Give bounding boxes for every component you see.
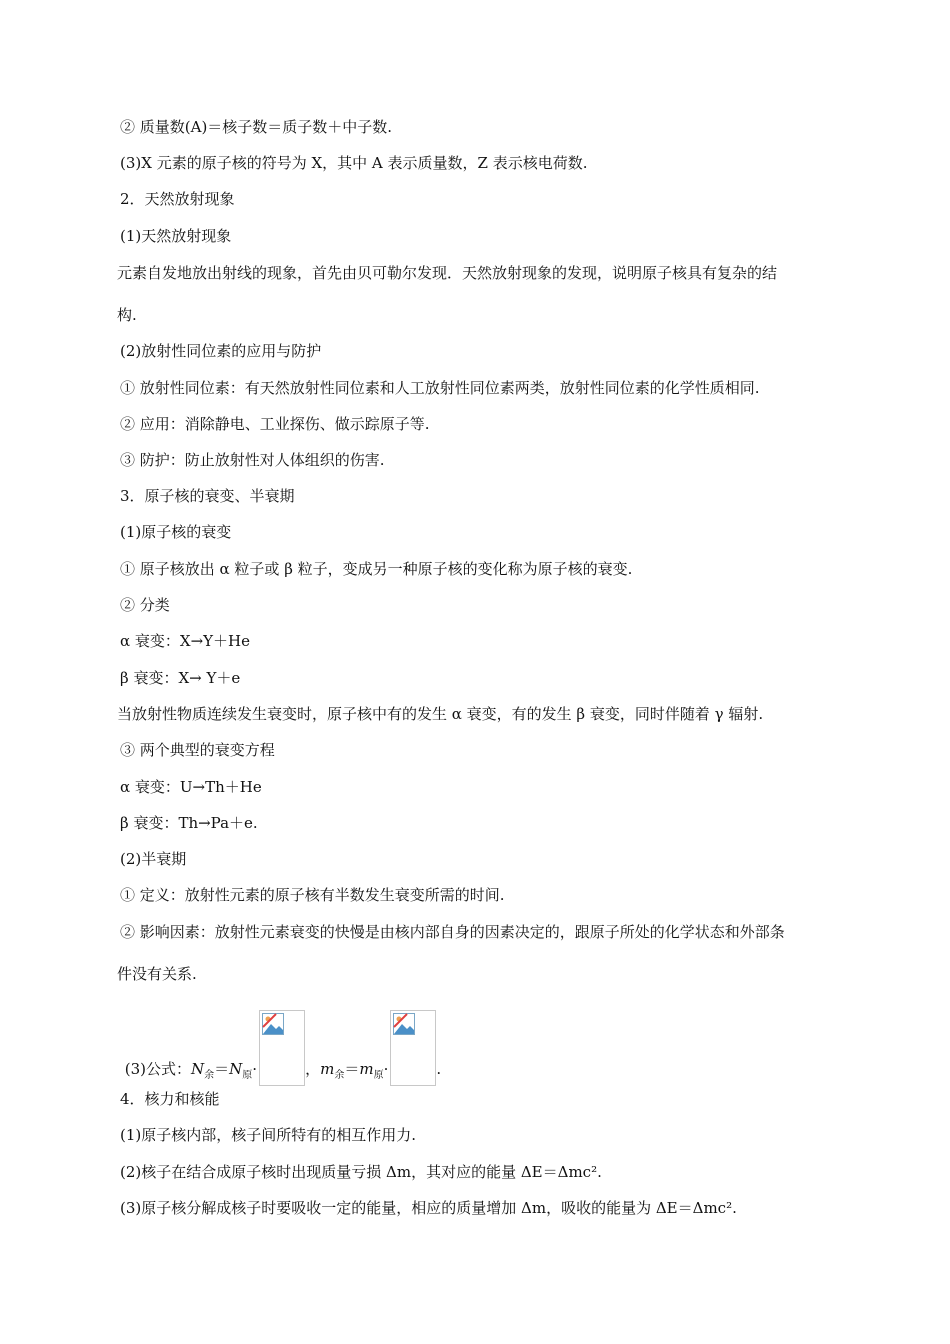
section-heading: 3．原子核的衰变、半衰期 — [120, 487, 295, 505]
text-line: (1)原子核内部，核子间所特有的相互作用力. — [120, 1126, 417, 1144]
text-line: ① 定义：放射性元素的原子核有半数发生衰变所需的时间. — [120, 886, 505, 904]
formula-m-left: m — [320, 1060, 335, 1078]
text-line: ③ 两个典型的衰变方程 — [120, 741, 275, 759]
formula-n-left: N — [191, 1060, 205, 1078]
formula-n-right-sub: 原 — [242, 1070, 253, 1081]
subsection-heading: (1)天然放射现象 — [120, 227, 232, 245]
text-line: ② 分类 — [120, 596, 170, 614]
formula-comma: ， — [305, 1060, 321, 1078]
formula-m-right-sub: 原 — [373, 1070, 384, 1081]
text-line: (2)核子在结合成原子核时出现质量亏损 Δm，其对应的能量 ΔE＝Δmc². — [120, 1163, 602, 1181]
subsection-heading: (2)放射性同位素的应用与防护 — [120, 342, 322, 360]
text-line: 当放射性物质连续发生衰变时，原子核中有的发生 α 衰变，有的发生 β 衰变，同时伴随着 γ 辐射. — [117, 705, 764, 723]
formula-prefix: (3)公式： — [124, 1060, 192, 1078]
formula-n-right: N — [229, 1060, 243, 1078]
equation-line: α 衰变：X→Y＋He — [120, 632, 251, 650]
broken-image-placeholder — [259, 1010, 305, 1086]
text-line: ③ 防护：防止放射性对人体组织的伤害. — [120, 451, 385, 469]
image-icon — [262, 1013, 284, 1035]
text-line: (3)X 元素的原子核的符号为 X，其中 A 表示质量数，Z 表示核电荷数. — [120, 154, 588, 172]
formula-n-left-sub: 余 — [204, 1070, 215, 1081]
formula-end: . — [436, 1060, 442, 1078]
subsection-heading: (2)半衰期 — [120, 850, 187, 868]
formula-line — [120, 996, 441, 1086]
equation-line: β 衰变：X→ Y＋e — [120, 669, 241, 687]
text-line: 件没有关系. — [117, 965, 197, 983]
text-line: ① 放射性同位素：有天然放射性同位素和人工放射性同位素两类，放射性同位素的化学性质相同. — [120, 379, 760, 397]
formula-dot: · — [252, 1060, 258, 1078]
text-line: ② 质量数(A)＝核子数＝质子数＋中子数. — [120, 118, 393, 136]
text-line: 元素自发地放出射线的现象，首先由贝可勒尔发现．天然放射现象的发现，说明原子核具有复杂的结 — [117, 264, 778, 282]
section-heading: 2．天然放射现象 — [120, 190, 235, 208]
equation-line: β 衰变：Th→Pa＋e. — [120, 814, 258, 832]
equation-line: α 衰变：U→Th＋He — [120, 778, 262, 796]
formula-m-right: m — [359, 1060, 374, 1078]
formula-eq: ＝ — [344, 1060, 360, 1078]
image-icon — [393, 1013, 415, 1035]
text-line: ② 应用：消除静电、工业探伤、做示踪原子等. — [120, 415, 430, 433]
formula-dot: · — [383, 1060, 389, 1078]
text-line: (3)原子核分解成核子时要吸收一定的能量，相应的质量增加 Δm，吸收的能量为 ΔE＝Δmc². — [120, 1199, 737, 1217]
text-line: 构. — [117, 306, 137, 324]
formula-eq: ＝ — [214, 1060, 230, 1078]
text-line: ① 原子核放出 α 粒子或 β 粒子，变成另一种原子核的变化称为原子核的衰变. — [120, 560, 633, 578]
formula-m-left-sub: 余 — [334, 1070, 345, 1081]
text-line: ② 影响因素：放射性元素衰变的快慢是由核内部自身的因素决定的，跟原子所处的化学状态和外部条 — [120, 923, 785, 941]
broken-image-placeholder — [390, 1010, 436, 1086]
subsection-heading: (1)原子核的衰变 — [120, 523, 232, 541]
section-heading: 4．核力和核能 — [120, 1090, 220, 1108]
